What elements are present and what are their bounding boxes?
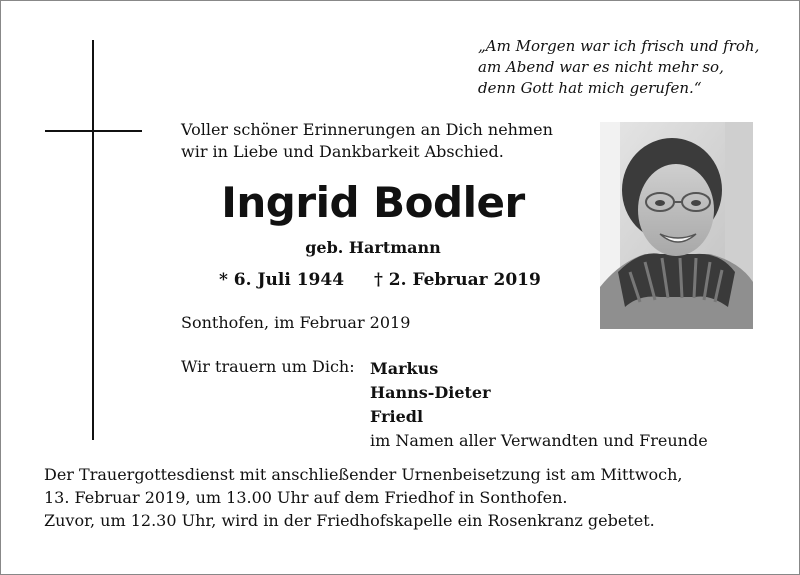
birth-date: * 6. Juli 1944 (219, 270, 345, 290)
place-date: Sonthofen, im Februar 2019 (181, 313, 411, 332)
service-line: Zuvor, um 12.30 Uhr, wird in der Friedhofskapelle ein Rosenkranz gebetet. (44, 511, 655, 530)
maiden-name: geb. Hartmann (305, 238, 441, 257)
service-info (44, 463, 683, 532)
portrait-image (600, 122, 753, 329)
cross-icon-vertical (92, 40, 94, 440)
intro-text (181, 119, 553, 163)
quote-line: „Am Morgen war ich frisch und froh, (478, 37, 760, 55)
service-line: 13. Februar 2019, um 13.00 Uhr auf dem Friedhof in Sonthofen. (44, 488, 568, 507)
mourners-list (370, 357, 708, 453)
mourning-label: Wir trauern um Dich: (181, 357, 355, 376)
mourner-name: Friedl (370, 407, 424, 426)
mourner-name: Markus (370, 359, 439, 378)
family-note: im Namen aller Verwandten und Freunde (370, 431, 708, 450)
quote-line: am Abend war es nicht mehr so, (478, 58, 724, 76)
mourner-name: Hanns-Dieter (370, 383, 491, 402)
death-date: † 2. Februar 2019 (374, 270, 541, 290)
service-line: Der Trauergottesdienst mit anschließender Urnenbeisetzung ist am Mittwoch, (44, 465, 683, 484)
portrait-photo (600, 122, 753, 329)
quote (478, 36, 759, 99)
deceased-name: Ingrid Bodler (221, 178, 525, 227)
intro-line: Voller schöner Erinnerungen an Dich nehmen (181, 120, 553, 139)
intro-line: wir in Liebe und Dankbarkeit Abschied. (181, 142, 504, 161)
quote-line: denn Gott hat mich gerufen.“ (478, 79, 702, 97)
cross-icon-horizontal (45, 130, 142, 132)
